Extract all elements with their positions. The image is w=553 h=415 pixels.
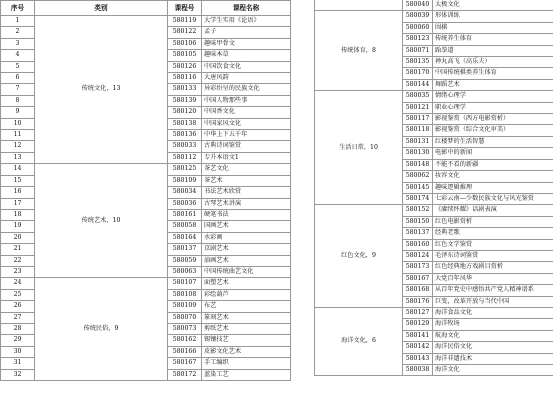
course-code: 580036 <box>168 198 202 209</box>
course-code: 580120 <box>168 107 202 118</box>
course-code: 580035 <box>403 91 433 102</box>
category-cell: 海洋文化，6 <box>315 307 403 375</box>
course-code: 580106 <box>168 38 202 49</box>
row-number: 25 <box>1 289 35 300</box>
course-name: 趣味甲骨文 <box>202 38 291 49</box>
course-code: 580166 <box>168 346 202 357</box>
course-name: 中国饮食文化 <box>202 61 291 72</box>
course-name: 影视鉴赏（综合文化审美） <box>433 125 553 136</box>
course-code: 580138 <box>168 118 202 129</box>
course-code: 580142 <box>403 342 433 353</box>
course-name: 经典老歌 <box>433 228 553 239</box>
course-code: 580112 <box>168 152 202 163</box>
row-number: 13 <box>1 152 35 163</box>
course-name: 航海文化 <box>433 330 553 341</box>
table-row <box>315 205 553 216</box>
course-name: 海洋民俗文化 <box>433 342 553 353</box>
table-row <box>315 91 553 102</box>
row-number: 7 <box>1 84 35 95</box>
course-name: 围棋 <box>433 22 553 33</box>
course-name: 海洋食品文化 <box>433 307 553 318</box>
course-name: 中国传统曲艺文化 <box>202 266 291 277</box>
row-number: 16 <box>1 187 35 198</box>
course-code: 580117 <box>403 114 433 125</box>
course-code: 580107 <box>168 278 202 289</box>
course-code: 580141 <box>403 330 433 341</box>
course-name: 职业心理学 <box>433 102 553 113</box>
course-name: 红色电影赏析 <box>433 216 553 227</box>
course-name: 从百年党史中感悟共产党人精神谱系 <box>433 285 553 296</box>
course-name: 专升本语文1 <box>202 152 291 163</box>
course-name: 趣味本草 <box>202 50 291 61</box>
row-number: 28 <box>1 323 35 334</box>
course-name: 情绪心理学 <box>433 91 553 102</box>
course-name: 孟子 <box>202 27 291 38</box>
header-no: 序号 <box>1 1 35 16</box>
course-name: 茶艺术 <box>202 175 291 186</box>
course-name: 国画艺术 <box>202 221 291 232</box>
course-name: 硬笔书法 <box>202 209 291 220</box>
row-number: 17 <box>1 198 35 209</box>
course-code: 580164 <box>168 232 202 243</box>
course-code: 580173 <box>403 262 433 273</box>
row-number: 9 <box>1 107 35 118</box>
course-code: 580124 <box>403 250 433 261</box>
course-code: 580136 <box>168 130 202 141</box>
course-name: 异彩纷呈的民族文化 <box>202 84 291 95</box>
category-cell: 传统民俗，9 <box>35 278 168 381</box>
course-name: 京剧艺术 <box>202 244 291 255</box>
row-number: 3 <box>1 38 35 49</box>
course-name: 古琴艺术讲演 <box>202 198 291 209</box>
course-name: 茶艺文化 <box>202 164 291 175</box>
course-name: 趣味逻辑推理 <box>433 182 553 193</box>
row-number: 14 <box>1 164 35 175</box>
course-code: 580168 <box>403 285 433 296</box>
row-number: 21 <box>1 244 35 255</box>
course-code: 580123 <box>403 34 433 45</box>
course-code: 580109 <box>168 301 202 312</box>
course-name: 太极文化 <box>433 0 553 11</box>
course-name: 海洋非遗技术 <box>433 353 553 364</box>
course-name: 红楼梦的生活智慧 <box>433 136 553 147</box>
course-code: 580176 <box>403 296 433 307</box>
course-code: 580137 <box>403 228 433 239</box>
course-code: 580126 <box>168 61 202 72</box>
course-name: 禅丸高飞（高乐夫） <box>433 57 553 68</box>
row-number: 29 <box>1 335 35 346</box>
course-code: 580059 <box>168 255 202 266</box>
course-code: 580060 <box>403 22 433 33</box>
course-name: 形体训练 <box>433 11 553 22</box>
course-name: 海洋牧场 <box>433 319 553 330</box>
course-name: 红色经典地方戏剧目赏析 <box>433 262 553 273</box>
header-category: 类别 <box>35 1 168 16</box>
course-code: 580125 <box>168 164 202 175</box>
row-number: 10 <box>1 118 35 129</box>
course-code: 580122 <box>168 27 202 38</box>
course-code: 580167 <box>168 358 202 369</box>
course-code: 580152 <box>403 205 433 216</box>
course-name: 中国家风文化 <box>202 118 291 129</box>
row-number: 31 <box>1 358 35 369</box>
row-number: 12 <box>1 141 35 152</box>
course-code: 580119 <box>168 16 202 27</box>
table-header-row <box>1 1 291 16</box>
row-number: 8 <box>1 95 35 106</box>
course-code: 580160 <box>403 239 433 250</box>
course-code: 580108 <box>168 289 202 300</box>
course-table-right <box>314 0 553 376</box>
course-name: 篆刻艺术 <box>202 312 291 323</box>
table-row <box>1 16 291 27</box>
course-code: 580062 <box>403 171 433 182</box>
course-name: 蓝染工艺 <box>202 369 291 380</box>
course-code: 580109 <box>168 175 202 186</box>
category-cell: 传统艺术，10 <box>35 164 168 278</box>
row-number: 22 <box>1 255 35 266</box>
table-row <box>315 307 553 318</box>
category-cell: 生活日常，10 <box>315 91 403 205</box>
row-number: 1 <box>1 16 35 27</box>
course-code: 580105 <box>168 50 202 61</box>
course-name: 巨变，改革开放与当代中国 <box>433 296 553 307</box>
course-code: 580058 <box>168 221 202 232</box>
course-name: 书法艺术欣赏 <box>202 187 291 198</box>
course-code: 580135 <box>403 57 433 68</box>
row-number: 27 <box>1 312 35 323</box>
course-code: 580139 <box>168 95 202 106</box>
course-code: 580130 <box>403 148 433 159</box>
row-number: 15 <box>1 175 35 186</box>
row-number: 11 <box>1 130 35 141</box>
course-code: 580129 <box>403 319 433 330</box>
header-name: 课程名称 <box>202 1 291 16</box>
row-number: 26 <box>1 301 35 312</box>
course-name: 布艺 <box>202 301 291 312</box>
course-code: 580174 <box>403 193 433 204</box>
course-code: 580121 <box>403 102 433 113</box>
course-code: 580143 <box>403 353 433 364</box>
course-name: 舞蹈艺术 <box>433 79 553 90</box>
course-name: 水彩画 <box>202 232 291 243</box>
course-code: 580131 <box>403 136 433 147</box>
course-name: 手工编织 <box>202 358 291 369</box>
course-code: 580172 <box>168 369 202 380</box>
course-code: 580162 <box>168 335 202 346</box>
course-code: 580039 <box>403 11 433 22</box>
row-number: 23 <box>1 266 35 277</box>
course-name: 中国香文化 <box>202 107 291 118</box>
course-name: 《赓续怀耀》话剧表演 <box>433 205 553 216</box>
row-number: 19 <box>1 221 35 232</box>
course-name: 中国人物那些事 <box>202 95 291 106</box>
course-code: 580161 <box>168 209 202 220</box>
course-name: 电影中的新闻 <box>433 148 553 159</box>
course-code: 580150 <box>403 216 433 227</box>
category-cell: 传统文化，13 <box>35 16 168 164</box>
course-code: 580071 <box>403 45 433 56</box>
course-code: 580127 <box>403 307 433 318</box>
course-name: 中华上下五千年 <box>202 130 291 141</box>
table-row <box>1 164 291 175</box>
course-code: 580137 <box>168 244 202 255</box>
course-name: 海洋文化 <box>433 365 553 376</box>
table-row <box>315 11 553 22</box>
course-name: 影视鉴赏（西方电影赏析） <box>433 114 553 125</box>
course-code: 580167 <box>403 273 433 284</box>
row-number: 20 <box>1 232 35 243</box>
course-name: 面塑艺术 <box>202 278 291 289</box>
course-code: 580133 <box>168 84 202 95</box>
course-code: 580034 <box>168 187 202 198</box>
course-name: 剪纸艺术 <box>202 323 291 334</box>
row-number: 18 <box>1 209 35 220</box>
course-code: 580038 <box>403 365 433 376</box>
course-name: 锡镶技艺 <box>202 335 291 346</box>
course-code: 580170 <box>403 68 433 79</box>
course-code: 580116 <box>168 73 202 84</box>
course-code: 580063 <box>168 266 202 277</box>
row-number: 4 <box>1 50 35 61</box>
course-name: 七彩云南—少数民族文化与风光鉴赏 <box>433 193 553 204</box>
course-name: 油画艺术 <box>202 255 291 266</box>
table-row <box>315 0 553 11</box>
row-number: 30 <box>1 346 35 357</box>
course-code: 580040 <box>403 0 433 11</box>
row-number: 2 <box>1 27 35 38</box>
course-name: 红色文学鉴赏 <box>433 239 553 250</box>
course-code: 580033 <box>168 141 202 152</box>
course-name: 传统养生体育 <box>433 34 553 45</box>
course-code: 580144 <box>403 79 433 90</box>
course-code: 580073 <box>168 323 202 334</box>
category-cell <box>315 0 403 11</box>
course-name: 大唐风韵 <box>202 73 291 84</box>
course-code: 580148 <box>403 159 433 170</box>
row-number: 5 <box>1 61 35 72</box>
course-name: 跆拳道 <box>433 45 553 56</box>
course-code: 580118 <box>403 125 433 136</box>
category-cell: 红色文化，9 <box>315 205 403 308</box>
course-name: 皮影文化艺术 <box>202 346 291 357</box>
course-name: 毛泽东诗词鉴赏 <box>433 250 553 261</box>
course-name: 大学生实用《论语》 <box>202 16 291 27</box>
course-code: 580145 <box>403 182 433 193</box>
row-number: 24 <box>1 278 35 289</box>
course-name: 彩绘葫芦 <box>202 289 291 300</box>
table-row <box>1 278 291 289</box>
row-number: 6 <box>1 73 35 84</box>
header-code: 课程号 <box>168 1 202 16</box>
course-code: 580070 <box>168 312 202 323</box>
course-name: 古典诗词鉴赏 <box>202 141 291 152</box>
course-name: 大党百年风华 <box>433 273 553 284</box>
category-cell: 传统体育，8 <box>315 11 403 91</box>
course-name: 妆容文化 <box>433 171 553 182</box>
course-name: 不能不看的新疆 <box>433 159 553 170</box>
course-table-left <box>0 0 291 381</box>
course-name: 中国传统棋类养生体育 <box>433 68 553 79</box>
row-number: 32 <box>1 369 35 380</box>
